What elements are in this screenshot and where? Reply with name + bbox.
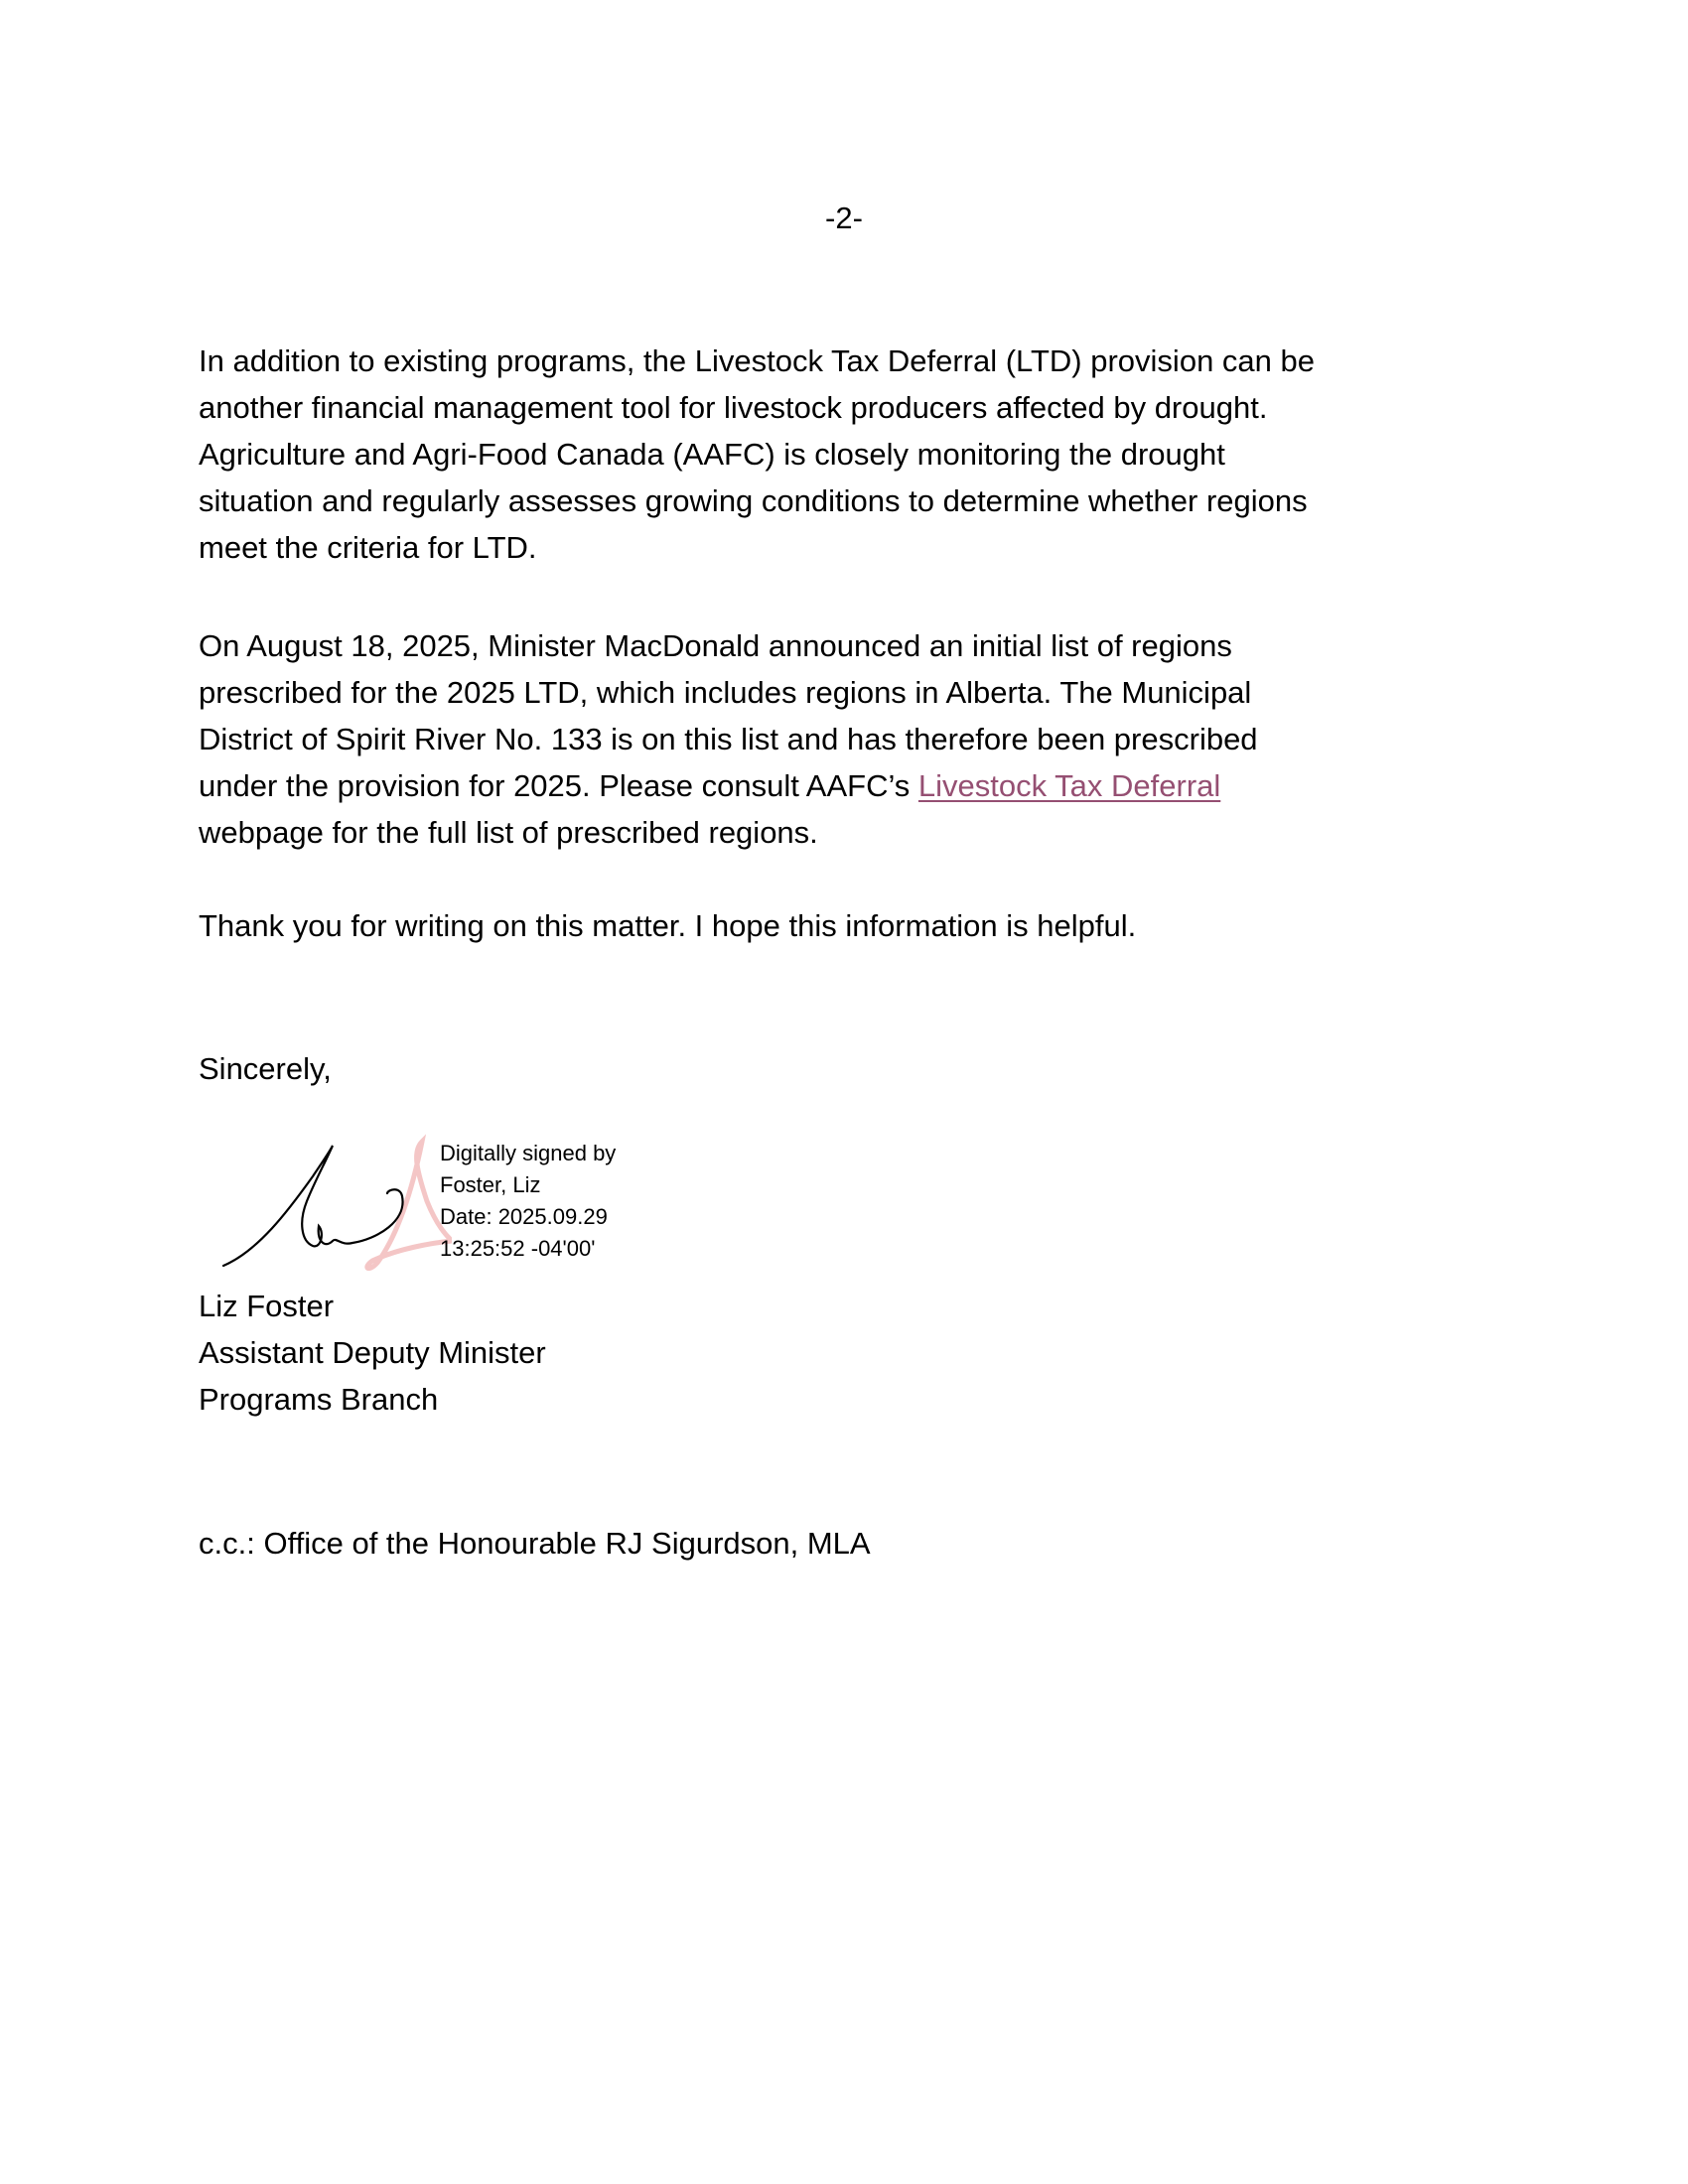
text-line: Thank you for writing on this matter. I hope this information is helpful. bbox=[199, 908, 1137, 943]
signature-line: Date: 2025.09.29 bbox=[440, 1204, 608, 1229]
signatory-title: Assistant Deputy Minister bbox=[199, 1335, 546, 1370]
signatory-branch: Programs Branch bbox=[199, 1382, 439, 1417]
handwritten-signature-icon bbox=[213, 1132, 452, 1276]
text-line: webpage for the full list of prescribed regions. bbox=[199, 815, 818, 850]
text-line: On August 18, 2025, Minister MacDonald announced an initial list of regions bbox=[199, 628, 1232, 663]
livestock-tax-deferral-link[interactable]: Livestock Tax Deferral bbox=[917, 768, 1221, 803]
signatory-block bbox=[199, 1283, 546, 1423]
text-line: District of Spirit River No. 133 is on this list and has therefore been prescribed bbox=[199, 722, 1258, 756]
signature-stroke bbox=[223, 1146, 403, 1266]
cc-text: c.c.: Office of the Honourable RJ Sigurdson, MLA bbox=[199, 1526, 871, 1561]
paragraph-thank-you bbox=[199, 902, 1136, 949]
digital-signature-block[interactable] bbox=[213, 1132, 670, 1276]
text-line: Agriculture and Agri-Food Canada (AAFC) is closely monitoring the drought bbox=[199, 437, 1225, 472]
signature-line: Foster, Liz bbox=[440, 1172, 541, 1197]
closing-text: Sincerely, bbox=[199, 1051, 332, 1086]
signature-line: 13:25:52 -04'00' bbox=[440, 1236, 596, 1261]
link-prefix-text: under the provision for 2025. Please consult AAFC’s bbox=[199, 768, 918, 803]
signature-line: Digitally signed by bbox=[440, 1141, 617, 1165]
text-line: In addition to existing programs, the Livestock Tax Deferral (LTD) provision can be bbox=[199, 343, 1315, 378]
text-line: meet the criteria for LTD. bbox=[199, 530, 537, 565]
paragraph-prescribed-regions bbox=[199, 622, 1258, 856]
text-line: situation and regularly assesses growing conditions to determine whether regions bbox=[199, 483, 1308, 518]
text-line: another financial management tool for livestock producers affected by drought. bbox=[199, 390, 1268, 425]
page-number: -2- bbox=[825, 201, 863, 235]
paragraph-ltd-intro bbox=[199, 338, 1315, 571]
digital-signature-text bbox=[440, 1138, 616, 1265]
signatory-name: Liz Foster bbox=[199, 1289, 335, 1323]
closing bbox=[199, 1045, 332, 1092]
cc-line bbox=[199, 1520, 871, 1567]
text-line-with-link bbox=[199, 762, 1258, 809]
text-line: prescribed for the 2025 LTD, which includes regions in Alberta. The Municipal bbox=[199, 675, 1252, 710]
